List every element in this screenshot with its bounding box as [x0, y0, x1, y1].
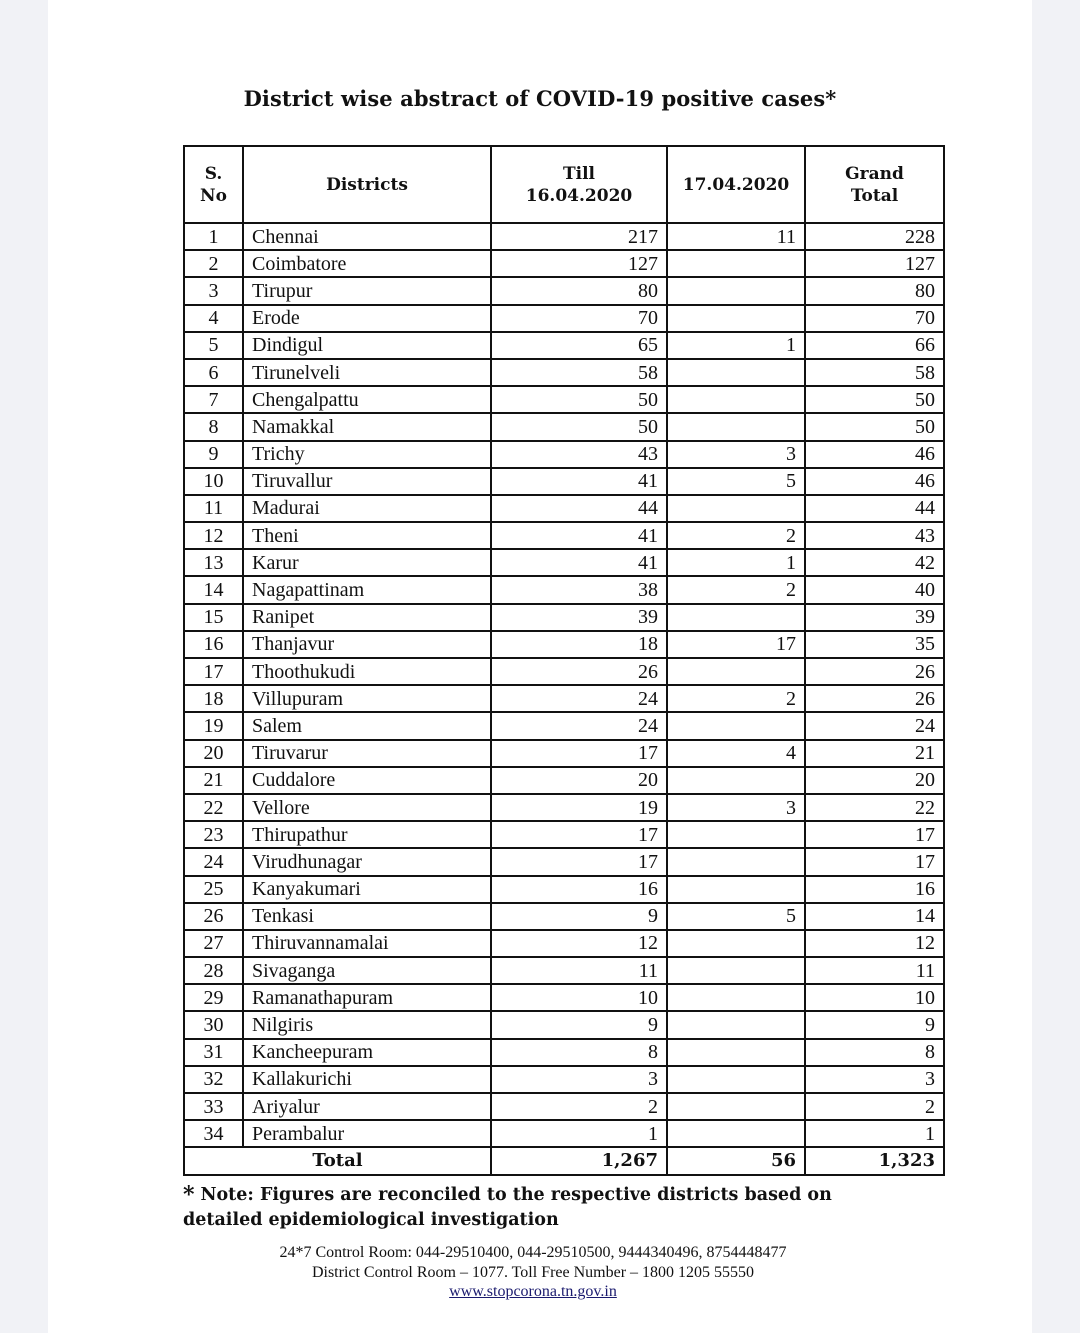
table-row	[184, 522, 944, 549]
cell-district: Nilgiris	[243, 1011, 491, 1038]
table-row	[184, 468, 944, 495]
total-till: 1,267	[491, 1147, 667, 1174]
table-row	[184, 250, 944, 277]
cell-till-16-04: 80	[491, 277, 667, 304]
cell-district: Villupuram	[243, 685, 491, 712]
table-row	[184, 631, 944, 658]
cell-17-04	[667, 1066, 805, 1093]
cell-till-16-04: 70	[491, 305, 667, 332]
cell-sno: 5	[184, 332, 243, 359]
cell-district: Erode	[243, 305, 491, 332]
cell-sno: 12	[184, 522, 243, 549]
cell-district: Namakkal	[243, 413, 491, 440]
cell-17-04: 5	[667, 468, 805, 495]
table-row	[184, 1066, 944, 1093]
cell-sno: 10	[184, 468, 243, 495]
cell-17-04	[667, 604, 805, 631]
cell-till-16-04: 50	[491, 386, 667, 413]
cell-district: Madurai	[243, 495, 491, 522]
cell-17-04: 3	[667, 794, 805, 821]
cell-17-04	[667, 712, 805, 739]
table-header-row	[184, 146, 944, 223]
header-sno-line2: No	[200, 185, 227, 206]
cell-sno: 28	[184, 957, 243, 984]
cell-district: Perambalur	[243, 1120, 491, 1147]
cell-till-16-04: 217	[491, 223, 667, 250]
table-row	[184, 984, 944, 1011]
table-row	[184, 549, 944, 576]
cell-district: Thanjavur	[243, 631, 491, 658]
cell-17-04	[667, 957, 805, 984]
cell-sno: 8	[184, 413, 243, 440]
table-row	[184, 685, 944, 712]
website-link[interactable]: www.stopcorona.tn.gov.in	[449, 1283, 617, 1300]
table-row	[184, 767, 944, 794]
cell-sno: 33	[184, 1093, 243, 1120]
table-row	[184, 658, 944, 685]
cell-grand-total: 17	[805, 821, 944, 848]
table-row	[184, 903, 944, 930]
cell-17-04	[667, 495, 805, 522]
cell-17-04	[667, 305, 805, 332]
cell-sno: 1	[184, 223, 243, 250]
cell-17-04: 1	[667, 549, 805, 576]
cell-grand-total: 66	[805, 332, 944, 359]
cell-grand-total: 24	[805, 712, 944, 739]
table-body	[184, 223, 944, 1147]
cell-till-16-04: 24	[491, 712, 667, 739]
cell-sno: 31	[184, 1039, 243, 1066]
cell-till-16-04: 38	[491, 576, 667, 603]
cell-till-16-04: 20	[491, 767, 667, 794]
cell-grand-total: 16	[805, 876, 944, 903]
cell-sno: 29	[184, 984, 243, 1011]
cell-grand-total: 21	[805, 740, 944, 767]
cell-17-04: 2	[667, 576, 805, 603]
table-row	[184, 712, 944, 739]
table-row	[184, 386, 944, 413]
cell-district: Chennai	[243, 223, 491, 250]
cell-sno: 25	[184, 876, 243, 903]
cell-grand-total: 46	[805, 468, 944, 495]
cell-grand-total: 11	[805, 957, 944, 984]
cell-17-04	[667, 984, 805, 1011]
cell-till-16-04: 58	[491, 359, 667, 386]
cell-grand-total: 10	[805, 984, 944, 1011]
cell-till-16-04: 18	[491, 631, 667, 658]
cell-district: Salem	[243, 712, 491, 739]
footnote-asterisk: *	[183, 1182, 195, 1208]
cell-17-04: 2	[667, 685, 805, 712]
cell-till-16-04: 9	[491, 903, 667, 930]
table-row	[184, 223, 944, 250]
table-row	[184, 576, 944, 603]
table-row	[184, 277, 944, 304]
cell-17-04	[667, 277, 805, 304]
header-districts: Districts	[243, 146, 491, 223]
footnote-text: Note: Figures are reconciled to the respective districts based on detailed epidemiological investigation	[183, 1185, 832, 1230]
cell-district: Thirupathur	[243, 821, 491, 848]
cell-till-16-04: 19	[491, 794, 667, 821]
footnote	[183, 1183, 903, 1233]
cell-sno: 23	[184, 821, 243, 848]
cell-sno: 17	[184, 658, 243, 685]
table-row	[184, 957, 944, 984]
header-till-line2: 16.04.2020	[525, 185, 633, 206]
cell-grand-total: 22	[805, 794, 944, 821]
table-row	[184, 1011, 944, 1038]
cell-17-04	[667, 1093, 805, 1120]
cell-17-04	[667, 413, 805, 440]
cell-till-16-04: 41	[491, 522, 667, 549]
cell-district: Kallakurichi	[243, 1066, 491, 1093]
table-row	[184, 740, 944, 767]
table-row	[184, 1039, 944, 1066]
cell-district: Trichy	[243, 441, 491, 468]
cell-grand-total: 12	[805, 930, 944, 957]
cell-17-04	[667, 848, 805, 875]
cell-sno: 11	[184, 495, 243, 522]
cell-district: Tirupur	[243, 277, 491, 304]
cell-district: Sivaganga	[243, 957, 491, 984]
cell-17-04	[667, 821, 805, 848]
cell-sno: 21	[184, 767, 243, 794]
cell-district: Virudhunagar	[243, 848, 491, 875]
cell-grand-total: 39	[805, 604, 944, 631]
table-row	[184, 495, 944, 522]
cell-17-04: 3	[667, 441, 805, 468]
cell-sno: 13	[184, 549, 243, 576]
cell-17-04: 4	[667, 740, 805, 767]
cell-till-16-04: 41	[491, 549, 667, 576]
cell-sno: 16	[184, 631, 243, 658]
cell-till-16-04: 10	[491, 984, 667, 1011]
cell-17-04	[667, 250, 805, 277]
table-row	[184, 794, 944, 821]
district-cases-table	[183, 145, 945, 1176]
cell-sno: 7	[184, 386, 243, 413]
cell-district: Kancheepuram	[243, 1039, 491, 1066]
cell-district: Cuddalore	[243, 767, 491, 794]
cell-17-04: 2	[667, 522, 805, 549]
cell-grand-total: 26	[805, 658, 944, 685]
table-row	[184, 1093, 944, 1120]
cell-grand-total: 14	[805, 903, 944, 930]
cell-district: Thiruvannamalai	[243, 930, 491, 957]
cell-sno: 20	[184, 740, 243, 767]
cell-grand-total: 228	[805, 223, 944, 250]
cell-district: Tiruvallur	[243, 468, 491, 495]
cell-till-16-04: 65	[491, 332, 667, 359]
cell-till-16-04: 3	[491, 1066, 667, 1093]
cell-district: Coimbatore	[243, 250, 491, 277]
cell-17-04: 11	[667, 223, 805, 250]
cell-sno: 26	[184, 903, 243, 930]
cell-17-04: 5	[667, 903, 805, 930]
cell-district: Dindigul	[243, 332, 491, 359]
cell-sno: 34	[184, 1120, 243, 1147]
total-grand: 1,323	[805, 1147, 944, 1174]
cell-till-16-04: 1	[491, 1120, 667, 1147]
cell-grand-total: 44	[805, 495, 944, 522]
contact-footer	[0, 1243, 1066, 1302]
cell-district: Kanyakumari	[243, 876, 491, 903]
cell-grand-total: 127	[805, 250, 944, 277]
cell-grand-total: 43	[805, 522, 944, 549]
table-row	[184, 332, 944, 359]
table-row	[184, 413, 944, 440]
cell-district: Theni	[243, 522, 491, 549]
cell-grand-total: 1	[805, 1120, 944, 1147]
table-row	[184, 1120, 944, 1147]
cell-grand-total: 50	[805, 413, 944, 440]
cell-sno: 15	[184, 604, 243, 631]
cell-district: Chengalpattu	[243, 386, 491, 413]
cell-till-16-04: 50	[491, 413, 667, 440]
district-control-room: District Control Room – 1077. Toll Free Number – 1800 1205 55550	[311, 1263, 755, 1281]
cell-17-04	[667, 1011, 805, 1038]
cell-17-04	[667, 1039, 805, 1066]
cell-grand-total: 26	[805, 685, 944, 712]
cell-till-16-04: 11	[491, 957, 667, 984]
cell-till-16-04: 12	[491, 930, 667, 957]
table-row	[184, 604, 944, 631]
cell-sno: 18	[184, 685, 243, 712]
cell-17-04	[667, 876, 805, 903]
header-grand-line1: Grand	[845, 163, 904, 184]
cell-district: Nagapattinam	[243, 576, 491, 603]
table-row	[184, 305, 944, 332]
cell-district: Ramanathapuram	[243, 984, 491, 1011]
table-row	[184, 821, 944, 848]
cell-district: Ranipet	[243, 604, 491, 631]
table-row	[184, 359, 944, 386]
cell-till-16-04: 44	[491, 495, 667, 522]
cell-sno: 32	[184, 1066, 243, 1093]
cell-district: Karur	[243, 549, 491, 576]
cell-17-04: 1	[667, 332, 805, 359]
header-sno	[184, 146, 243, 223]
cell-sno: 30	[184, 1011, 243, 1038]
cell-district: Tirunelveli	[243, 359, 491, 386]
header-17-04: 17.04.2020	[667, 146, 805, 223]
cell-grand-total: 8	[805, 1039, 944, 1066]
cell-sno: 6	[184, 359, 243, 386]
cell-till-16-04: 2	[491, 1093, 667, 1120]
total-label: Total	[184, 1147, 491, 1174]
cell-till-16-04: 41	[491, 468, 667, 495]
cell-sno: 4	[184, 305, 243, 332]
cell-till-16-04: 39	[491, 604, 667, 631]
control-room-numbers: 24*7 Control Room: 044-29510400, 044-29510500, 9444340496, 8754448477	[279, 1244, 787, 1261]
cell-17-04	[667, 658, 805, 685]
cell-grand-total: 35	[805, 631, 944, 658]
cell-grand-total: 40	[805, 576, 944, 603]
cell-district: Ariyalur	[243, 1093, 491, 1120]
cell-sno: 3	[184, 277, 243, 304]
cell-district: Vellore	[243, 794, 491, 821]
cell-till-16-04: 43	[491, 441, 667, 468]
header-grand-total	[805, 146, 944, 223]
header-sno-line1: S.	[204, 163, 223, 184]
cell-17-04	[667, 767, 805, 794]
cell-grand-total: 20	[805, 767, 944, 794]
cell-sno: 2	[184, 250, 243, 277]
cell-17-04	[667, 386, 805, 413]
table-row	[184, 848, 944, 875]
cell-till-16-04: 127	[491, 250, 667, 277]
cell-grand-total: 58	[805, 359, 944, 386]
cell-sno: 24	[184, 848, 243, 875]
cell-till-16-04: 26	[491, 658, 667, 685]
cell-till-16-04: 8	[491, 1039, 667, 1066]
cell-grand-total: 80	[805, 277, 944, 304]
cell-grand-total: 46	[805, 441, 944, 468]
table-row	[184, 876, 944, 903]
table-row	[184, 441, 944, 468]
header-till-16-04	[491, 146, 667, 223]
cell-till-16-04: 9	[491, 1011, 667, 1038]
cell-grand-total: 70	[805, 305, 944, 332]
header-grand-line2: Total	[850, 185, 899, 206]
cell-grand-total: 9	[805, 1011, 944, 1038]
cell-sno: 9	[184, 441, 243, 468]
cell-17-04	[667, 930, 805, 957]
cell-sno: 14	[184, 576, 243, 603]
cell-grand-total: 17	[805, 848, 944, 875]
cell-grand-total: 3	[805, 1066, 944, 1093]
cell-till-16-04: 16	[491, 876, 667, 903]
cell-till-16-04: 24	[491, 685, 667, 712]
cell-17-04	[667, 1120, 805, 1147]
cell-district: Tiruvarur	[243, 740, 491, 767]
document-title: District wise abstract of COVID-19 positive cases*	[243, 86, 837, 111]
table-row	[184, 930, 944, 957]
total-day: 56	[667, 1147, 805, 1174]
cell-grand-total: 42	[805, 549, 944, 576]
cell-till-16-04: 17	[491, 821, 667, 848]
cell-grand-total: 2	[805, 1093, 944, 1120]
cell-till-16-04: 17	[491, 848, 667, 875]
cell-district: Tenkasi	[243, 903, 491, 930]
total-row	[184, 1147, 944, 1174]
cell-sno: 19	[184, 712, 243, 739]
cell-till-16-04: 17	[491, 740, 667, 767]
cell-grand-total: 50	[805, 386, 944, 413]
cell-sno: 27	[184, 930, 243, 957]
header-till-line1: Till	[562, 163, 596, 184]
cell-sno: 22	[184, 794, 243, 821]
cell-17-04: 17	[667, 631, 805, 658]
cell-district: Thoothukudi	[243, 658, 491, 685]
cell-17-04	[667, 359, 805, 386]
